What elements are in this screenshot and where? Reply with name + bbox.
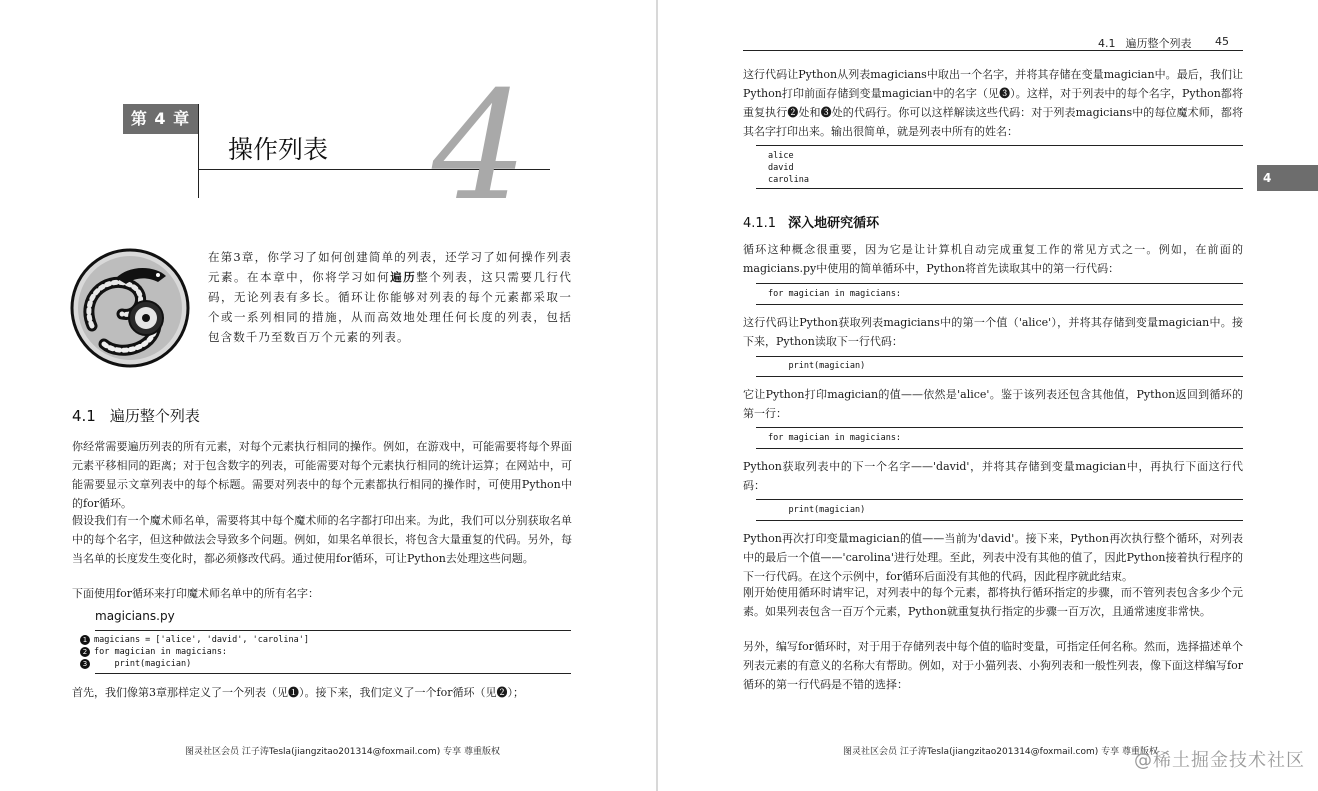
code-line: for magician in magicians: — [768, 433, 902, 443]
page-footer: 图灵社区会员 江子涛Tesla(jiangzitao201314@foxmail.com) 专享 尊重版权 — [843, 747, 1158, 757]
code-line: print(magician) — [94, 659, 192, 669]
code-rule-top — [756, 356, 1243, 357]
paragraph: 首先，我们像第3章那样定义了一个列表（见❶）。接下来，我们定义了一个for循环（见❷）； — [72, 686, 524, 699]
python-snake-icon — [70, 248, 190, 368]
code-line: for magician in magicians: — [768, 289, 902, 299]
left-page — [0, 0, 656, 791]
paragraph: 这行代码让Python获取列表magicians中的第一个值（'alice'），并将其存储到变量magician中。接下来，Python读取下一行代码： — [743, 316, 1243, 348]
site-watermark: @稀土掘金技术社区 — [1134, 750, 1305, 771]
callout-marker: 2 — [80, 647, 90, 657]
section-title: 遍历整个列表 — [109, 407, 200, 425]
callout-marker: 3 — [80, 659, 90, 669]
code-line: for magician in magicians: — [94, 647, 228, 657]
subsection-heading — [743, 212, 879, 231]
code-line: print(magician) — [768, 361, 866, 371]
output-rule-top — [756, 145, 1243, 146]
chapter-number: 4 — [432, 60, 528, 234]
chapter-vertical-rule — [198, 104, 199, 198]
section-number: 4.1 — [72, 407, 96, 425]
chapter-title: 操作列表 — [228, 135, 329, 164]
code-rule-bottom — [756, 448, 1243, 449]
code-rule-top — [756, 427, 1243, 428]
header-rule — [743, 50, 1243, 51]
paragraph: Python获取列表中的下一个名字——'david'，并将其存储到变量magician中，再执行下面这行代码： — [743, 460, 1243, 492]
paragraph: 这行代码让Python从列表magicians中取出一个名字，并将其存储在变量magician中。最后，我们让Python打印前面存储到变量magician中的名字（见❸）。这样，对于列表中的每个名字，Python都将重复执行❷处和❸处的代码行。你可以这样解读这些代码：对于列表magicians中的每位魔术师，都将其名字打印出来。输出很简单，就是列表中所有的姓名： — [743, 68, 1243, 138]
subsection-title: 深入地研究循环 — [788, 216, 880, 231]
paragraph: 它让Python打印magician的值——依然是'alice'。鉴于该列表还包含其他值，Python返回到循环的第一行： — [743, 388, 1243, 420]
code-rule-top — [756, 283, 1243, 284]
code-filename: magicians.py — [95, 609, 175, 623]
paragraph: 循环这种概念很重要，因为它是让计算机自动完成重复工作的常见方式之一。例如，在前面的magicians.py中使用的简单循环中，Python将首先读取其中的第一行代码： — [743, 243, 1243, 275]
output-block — [768, 150, 809, 186]
callout-marker: 1 — [80, 635, 90, 645]
code-rule-bottom — [756, 304, 1243, 305]
section-heading — [72, 405, 200, 426]
code-block — [80, 634, 309, 670]
output-line: carolina — [768, 175, 809, 185]
paragraph: 另外，编写for循环时，对于用于存储列表中每个值的临时变量，可指定任何名称。然而，选择描述单个列表元素的有意义的名称大有帮助。例如，对于小猫列表、小狗列表和一般性列表，像下面这样编写for循环的第一行代码是不错的选择： — [743, 640, 1243, 691]
chapter-intro — [208, 247, 572, 347]
output-line: david — [768, 163, 794, 173]
paragraph: 刚开始使用循环时请牢记，对列表中的每个元素，都将执行循环指定的步骤，而不管列表包含多少个元素。如果列表包含一百万个元素，Python就重复执行指定的步骤一百万次，且通常速度非常快。 — [743, 586, 1243, 618]
code-rule-bottom — [95, 673, 571, 674]
paragraph: 你经常需要遍历列表的所有元素，对每个元素执行相同的操作。例如，在游戏中，可能需要将每个界面元素平移相同的距离；对于包含数字的列表，可能需要对每个元素执行相同的统计运算；在网站中，可能需要显示文章列表中的每个标题。需要对列表中的每个元素都执行相同的操作时，可使用Python中的for循环。 — [72, 440, 572, 510]
intro-bold-term: 遍历 — [390, 270, 417, 284]
output-line: alice — [768, 151, 794, 161]
code-line: print(magician) — [768, 505, 866, 515]
running-head-section: 4.1 — [1098, 37, 1116, 50]
code-rule-top — [95, 630, 571, 631]
paragraph: Python再次打印变量magician的值——当前为'david'。接下来，Python再次执行整个循环，对列表中的最后一个值——'carolina'进行处理。至此，列表中没有其他的值了，因此Python接着执行程序的下一行代码。在这个示例中，for循环后面没有其他的代码，因此程序就此结束。 — [743, 532, 1243, 583]
running-head — [1098, 35, 1192, 51]
right-page — [658, 0, 1318, 791]
code-rule-bottom — [756, 520, 1243, 521]
code-rule-bottom — [756, 376, 1243, 377]
running-head-title: 遍历整个列表 — [1125, 37, 1192, 50]
output-rule-bottom — [756, 188, 1243, 189]
intro-text-rest: 整个列表，这只需要几行代码，无论列表有多长。循环让你能够对列表的每个元素都采取一个或一系列相同的措施，从而高效地处理任何长度的列表，包括包含数千乃至数百万个元素的列表。 — [208, 270, 572, 344]
code-line: magicians = ['alice', 'david', 'carolina'] — [94, 635, 309, 645]
subsection-number: 4.1.1 — [743, 216, 777, 231]
paragraph: 下面使用for循环来打印魔术师名单中的所有名字： — [72, 587, 319, 600]
code-rule-top — [756, 499, 1243, 500]
chapter-thumb-tab: 4 — [1257, 165, 1318, 191]
page-number: 45 — [1215, 35, 1229, 48]
paragraph: 假设我们有一个魔术师名单，需要将其中每个魔术师的名字都打印出来。为此，我们可以分别获取名单中的每个名字，但这种做法会导致多个问题。例如，如果名单很长，将包含大量重复的代码。另外，每当名单的长度发生变化时，都必须修改代码。通过使用for循环，可让Python去处理这些问题。 — [72, 514, 572, 565]
intro-text: 在第3章，你学习了如何创建简单的列表，还学习了如何操作列表元素。在本章中，你将学习如何 — [208, 250, 572, 284]
page-footer: 图灵社区会员 江子涛Tesla(jiangzitao201314@foxmail.com) 专享 尊重版权 — [185, 747, 500, 757]
chapter-badge: 第 4 章 — [123, 104, 198, 134]
